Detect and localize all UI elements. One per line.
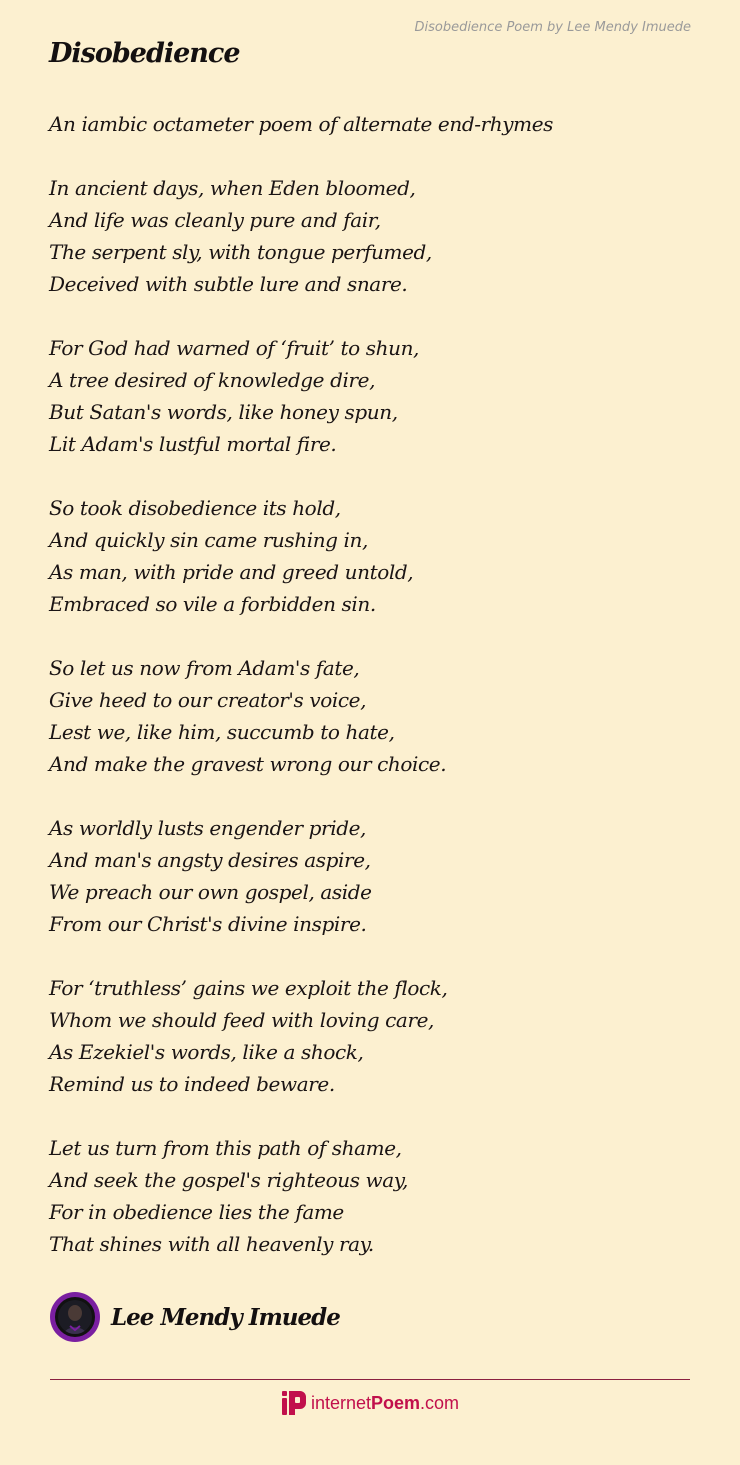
poem-line: And man's angsty desires aspire, [49,848,371,872]
internetpoem-logo-icon [281,1390,307,1416]
poem-line: That shines with all heavenly ray. [49,1232,374,1256]
poem-line: Let us turn from this path of shame, [49,1136,402,1160]
stanza-3 [49,492,709,620]
stanza-2 [49,332,709,460]
poem-line: Embraced so vile a forbidden sin. [49,592,376,616]
poem-subtitle: An iambic octameter poem of alternate end-rhymes [49,112,553,136]
footer-divider [50,1379,690,1380]
poem-line: And quickly sin came rushing in, [49,528,368,552]
poem-line: A tree desired of knowledge dire, [49,368,376,392]
footer-brand-text[interactable] [311,1393,459,1414]
poem-line: The serpent sly, with tongue perfumed, [49,240,432,264]
author-block[interactable] [50,1292,340,1342]
footer-brand[interactable] [0,1390,740,1416]
poem-line: And seek the gospel's righteous way, [49,1168,408,1192]
poem-line: So took disobedience its hold, [49,496,341,520]
poem-line: Lest we, like him, succumb to hate, [49,720,395,744]
poem-line: In ancient days, when Eden bloomed, [49,176,416,200]
poem-line: For in obedience lies the fame [49,1200,344,1224]
author-name[interactable]: Lee Mendy Imuede [111,1303,340,1331]
poem-credit: Disobedience Poem by Lee Mendy Imuede [414,20,691,35]
poem-line: Remind us to indeed beware. [49,1072,335,1096]
poem-line: So let us now from Adam's fate, [49,656,360,680]
person-icon [58,1300,92,1334]
poem-line: And life was cleanly pure and fair, [49,208,381,232]
stanza-6 [49,972,709,1100]
brand-suffix: .com [420,1392,460,1413]
poem-line: As Ezekiel's words, like a shock, [49,1040,364,1064]
stanza-5 [49,812,709,940]
poem-line: Lit Adam's lustful mortal fire. [49,432,337,456]
poem-line: As man, with pride and greed untold, [49,560,414,584]
poem-title: Disobedience [49,38,240,69]
brand-bold: Poem [371,1392,421,1413]
poem-line: Give heed to our creator's voice, [49,688,367,712]
poem-line: For ‘truthless’ gains we exploit the flock, [49,976,448,1000]
poem-body [49,108,709,1260]
stanza-7 [49,1132,709,1260]
poem-line: We preach our own gospel, aside [49,880,372,904]
poem-line: Deceived with subtle lure and snare. [49,272,408,296]
avatar-photo [55,1297,95,1337]
poem-line: And make the gravest wrong our choice. [49,752,447,776]
stanza-1 [49,172,709,300]
poem-line: Whom we should feed with loving care, [49,1008,435,1032]
stanza-4 [49,652,709,780]
poem-line: But Satan's words, like honey spun, [49,400,398,424]
poem-line: For God had warned of ‘fruit’ to shun, [49,336,420,360]
brand-prefix: internet [310,1392,371,1413]
poem-line: As worldly lusts engender pride, [49,816,366,840]
avatar[interactable] [50,1292,100,1342]
poem-line: From our Christ's divine inspire. [49,912,367,936]
